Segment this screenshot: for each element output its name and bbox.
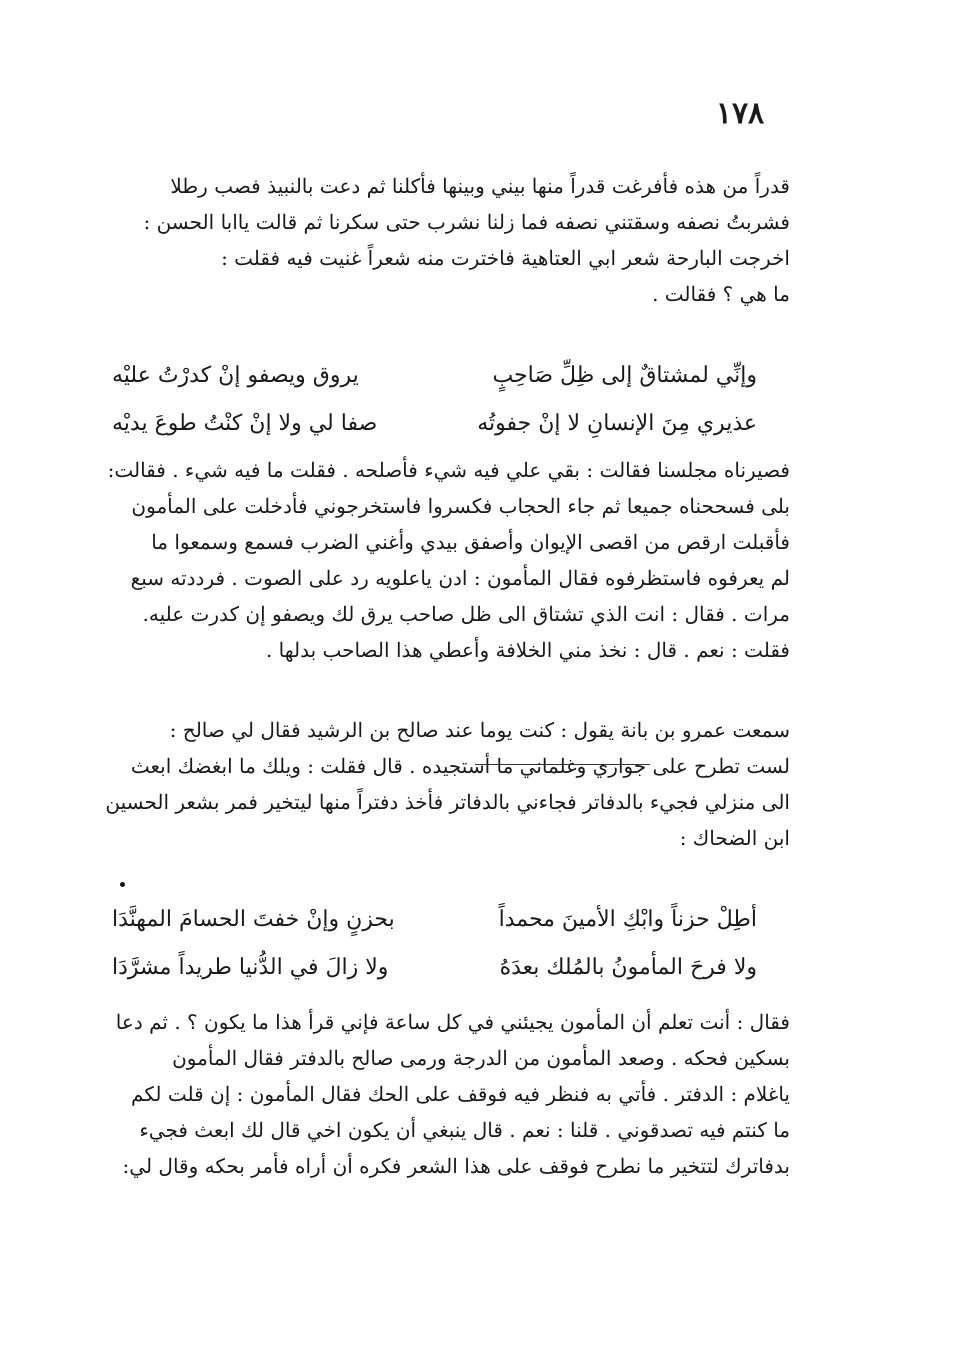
text-line: لست تطرح على جواري وغلماني ما أستجيده . قال فقلت : ويلك ما ابغضك ابعث: [130, 754, 790, 778]
verse-second-hemistich: يروق ويصفو إنْ كدرْتُ عليْه: [112, 363, 359, 388]
paragraph-4: [80, 1004, 790, 1184]
ink-dot: [120, 882, 125, 887]
verse-first-hemistich: ولا فرحَ المأمونُ بالمُلك بعدَهُ: [499, 955, 757, 980]
verse-second-hemistich: صفا لي ولا إنْ كنْتُ طوعَ يديْه: [112, 411, 378, 436]
text-line: فصيرناه مجلسنا فقالت : بقي علي فيه شيء فأصلحه . فقلت ما فيه شيء . فقالت:: [107, 458, 790, 482]
page-number: ١٧٨: [715, 96, 765, 131]
text-line: الى منزلي فجيء بالدفاتر فجاءني بالدفاتر فأخذ دفتراً منها ليتخير فمر بشعر الحسين: [105, 790, 790, 814]
verse-second-hemistich: بحزنٍ وإنْ خفتَ الحسامَ المهنَّدَا: [112, 907, 395, 932]
paragraph-3: [80, 712, 790, 856]
text-line: بلى فسححناه جميعا ثم جاء الحجاب فكسروا فاستخرجوني فأدخلت على المأمون: [131, 494, 790, 518]
verse-first-hemistich: أطِلْ حزناً وابْكِ الأمينَ محمداً: [498, 907, 757, 932]
text-line: لم يعرفوه فاستظرفوه فقال المأمون : ادن ياعلويه رد على الصوت . فرددته سبع: [130, 566, 790, 590]
divider-line: [475, 764, 650, 765]
poem-1: [112, 352, 757, 448]
text-line: اخرجت البارحة شعر ابي العتاهية فاخترت منه شعراً غنيت فيه فقلت :: [221, 246, 790, 270]
paragraph-2: [80, 452, 790, 668]
text-line: ما كنتم فيه تصدقوني . قلنا : نعم . قال ينبغي أن يكون اخي قال لك ابعث فجيء: [139, 1118, 790, 1142]
poem-verse: [112, 896, 757, 944]
text-line: بدفاترك لتتخير ما نطرح فوقف على هذا الشعر فكره أن أراه فأمر بحكه وقال لي:: [122, 1154, 790, 1178]
verse-first-hemistich: عذيري مِنَ الإنسانِ لا إنْ جفوتُه: [477, 411, 757, 436]
verse-first-hemistich: وإنِّي لمشتاقٌ إلى ظِلِّ صَاحِبٍ: [492, 363, 757, 388]
text-line: ما هي ؟ فقالت .: [652, 282, 790, 306]
paragraph-1: [80, 168, 790, 312]
poem-verse: [112, 400, 757, 448]
text-line: قدراً من هذه فأفرغت قدراً منها بيني وبينها فأكلنا ثم دعت بالنبيذ فصب رطلا: [170, 174, 790, 198]
text-line: مرات . فقال : انت الذي تشتاق الى ظل صاحب يرق لك ويصفو إن كدرت عليه.: [142, 602, 790, 626]
text-line: فقال : أنت تعلم أن المأمون يجيئني في كل ساعة فإني قرأ هذا ما يكون ؟ . ثم دعا: [115, 1010, 790, 1034]
text-line: بسكين فحكه . وصعد المأمون من الدرجة ورمى صالح بالدفتر فقال المأمون: [172, 1046, 790, 1070]
poem-2: [112, 896, 757, 992]
text-line: ابن الضحاك :: [679, 826, 790, 850]
text-line: سمعت عمرو بن بانة يقول : كنت يوما عند صالح بن الرشيد فقال لي صالح :: [169, 718, 790, 742]
text-line: فأقبلت ارقص من اقصى الإيوان وأصفق بيدي وأغني الضرب فسمع وسمعوا ما: [151, 530, 790, 554]
text-line: ياغلام : الدفتر . فأتي به فنظر فيه فوقف على الحك فقال المأمون : إن قلت لكم: [131, 1082, 790, 1106]
text-line: فشربتُ نصفه وسقتني نصفه فما زلنا نشرب حتى سكرنا ثم قالت ياابا الحسن :: [143, 210, 790, 234]
poem-verse: [112, 944, 757, 992]
verse-second-hemistich: ولا زالَ في الدُّنيا طريداً مشرَّدَا: [112, 955, 389, 980]
text-line: فقلت : نعم . قال : نخذ مني الخلافة وأعطي هذا الصاحب بدلها .: [265, 638, 790, 662]
poem-verse: [112, 352, 757, 400]
